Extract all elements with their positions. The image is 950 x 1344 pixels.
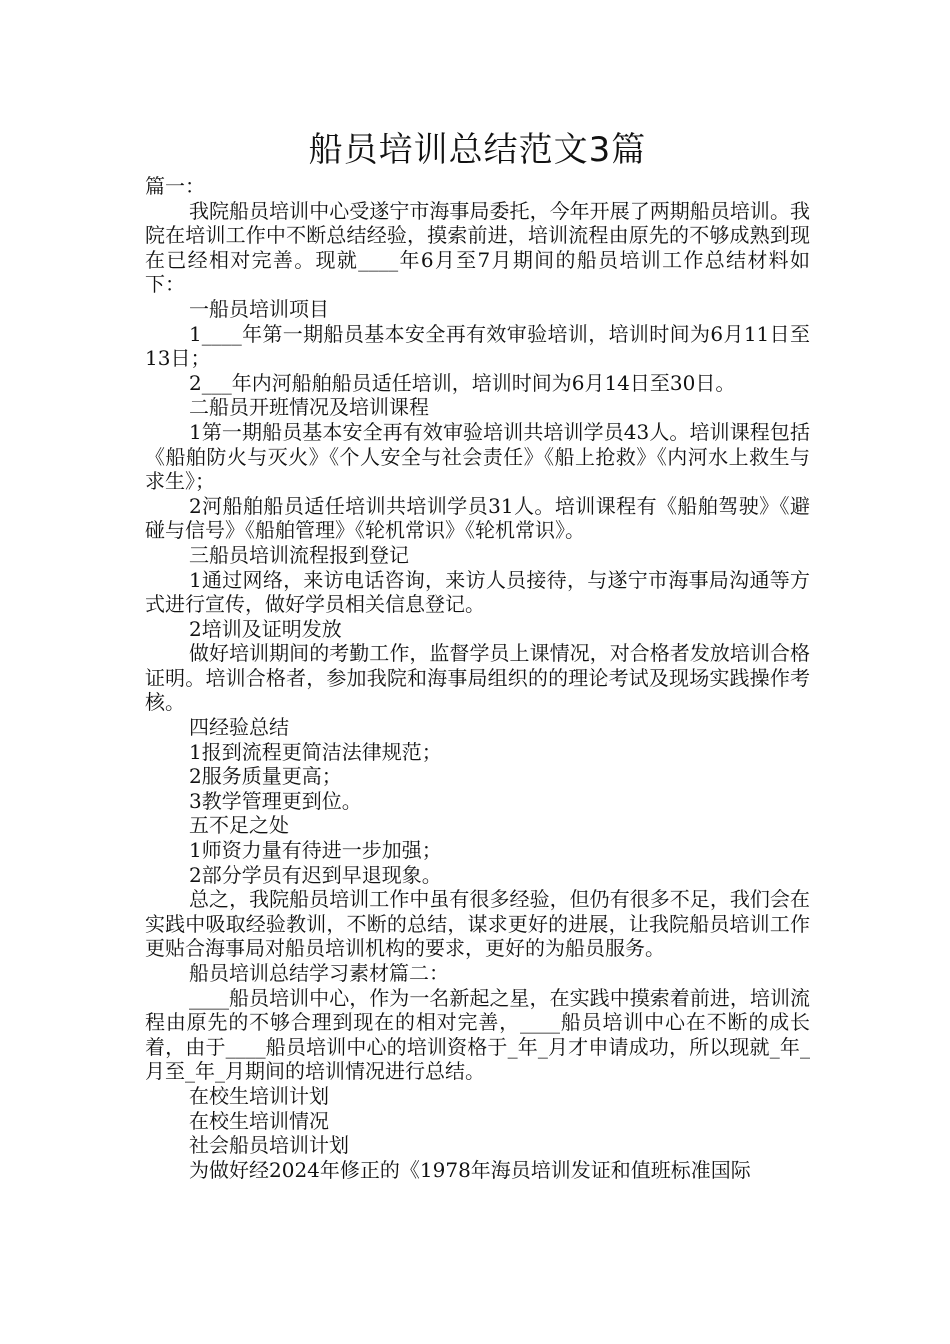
paragraph: 1报到流程更简洁法律规范； [189, 739, 442, 764]
document-page [145, 128, 810, 1182]
paragraph: 1师资力量有待进一步加强； [189, 838, 442, 863]
paragraph: 我院船员培训中心受遂宁市海事局委托，今年开展了两期船员培训。我院在培训工作中不断总结经验，摸索前进，培训流程由原先的不够成熟到现在已经相对完善。现就____年6月至7月期间的船员培训工作总结材料如下： [145, 198, 810, 297]
paragraph: 为做好经2024年修正的《1978年海员培训发证和值班标准国际 [189, 1157, 751, 1182]
paragraph: 五不足之处 [189, 813, 289, 838]
paragraph: 3教学管理更到位。 [189, 788, 362, 813]
paragraph: 1第一期船员基本安全再有效审验培训共培训学员43人。培训课程包括《船舶防火与灭火》《个人安全与社会责任》《船上抢救》《内河水上救生与求生》； [145, 419, 810, 494]
paragraph: 三船员培训流程报到登记 [189, 542, 409, 567]
paragraph: ____船员培训中心，作为一名新起之星，在实践中摸索着前进，培训流程由原先的不够合理到现在的相对完善，____船员培训中心在不断的成长着，由于____船员培训中心的培训资格于_年_月才申请成功，所以现就_年_月至_年_月期间的培训情况进行总结。 [145, 985, 810, 1084]
paragraph: 社会船员培训计划 [189, 1133, 349, 1158]
paragraph: 1通过网络，来访电话咨询，来访人员接待，与遂宁市海事局沟通等方式进行宣传，做好学员相关信息登记。 [145, 567, 810, 617]
paragraph: 2部分学员有迟到早退现象。 [189, 862, 442, 887]
paragraph: 做好培训期间的考勤工作，监督学员上课情况，对合格者发放培训合格证明。培训合格者，参加我院和海事局组织的的理论考试及现场实践操作考核。 [145, 641, 810, 715]
paragraph: 二船员开班情况及培训课程 [189, 395, 429, 420]
paragraph: 总之，我院船员培训工作中虽有很多经验，但仍有很多不足，我们会在实践中吸取经验教训，不断的总结，谋求更好的进展，让我院船员培训工作更贴合海事局对船员培训机构的要求，更好的为船员服务。 [145, 887, 810, 961]
paragraph: 2培训及证明发放 [189, 616, 342, 641]
paragraph: 2服务质量更高； [189, 764, 342, 789]
paragraph: 2河船舶船员适任培训共培训学员31人。培训课程有《船舶驾驶》《避碰与信号》《船舶管理》《轮机常识》《轮机常识》。 [145, 493, 810, 543]
paragraph: 船员培训总结学习素材篇二： [189, 961, 449, 985]
document-body [145, 174, 810, 1182]
paragraph: 2___年内河船舶船员适任培训，培训时间为6月14日至30日。 [189, 370, 736, 395]
paragraph: 四经验总结 [189, 715, 289, 740]
paragraph: 篇一： [145, 174, 205, 198]
paragraph: 在校生培训计划 [189, 1083, 329, 1108]
paragraph: 一船员培训项目 [189, 296, 329, 321]
paragraph: 1____年第一期船员基本安全再有效审验培训，培训时间为6月11日至13日； [145, 321, 810, 371]
document-title: 船员培训总结范文3篇 [308, 130, 647, 170]
paragraph: 在校生培训情况 [189, 1108, 329, 1133]
